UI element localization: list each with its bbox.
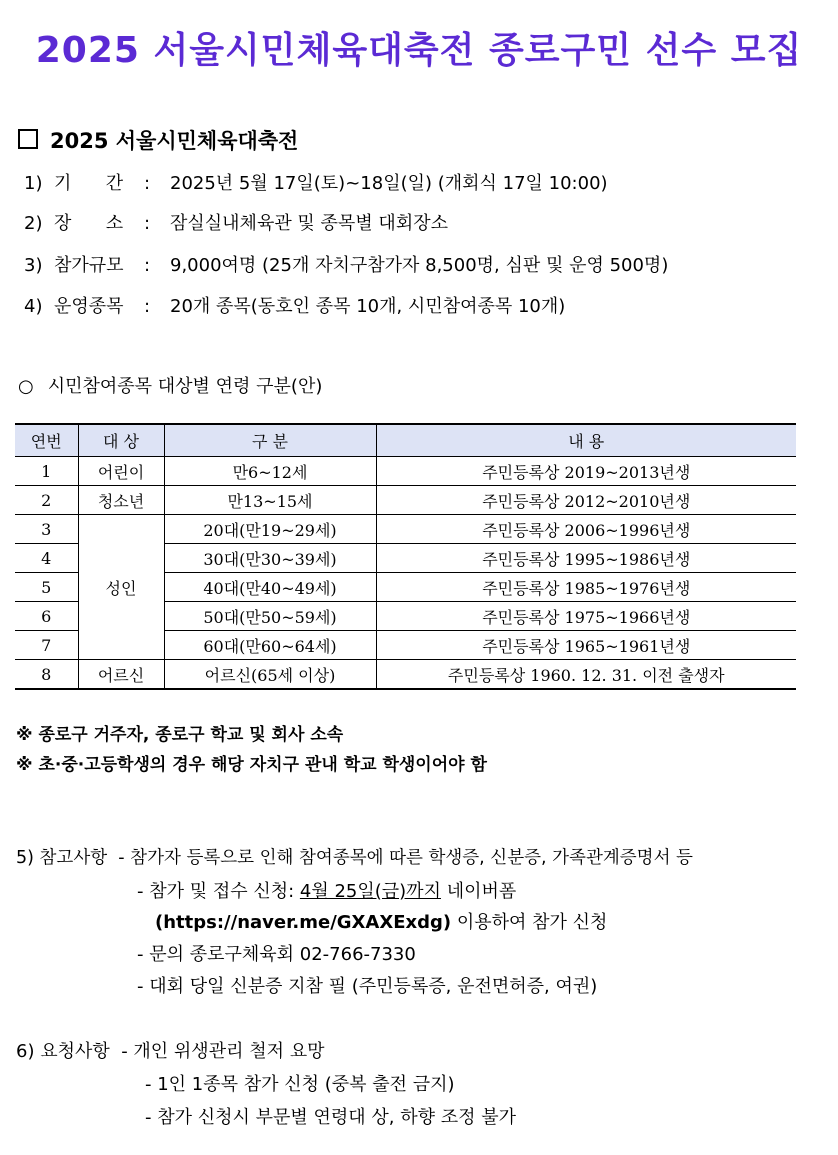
deadline-text: 4월 25일(금)까지	[299, 881, 441, 902]
reference-line-1: 5) 참고사항 - 참가자 등록으로 인해 참여종목에 따른 학생증, 신분증, 가족관계증명서 등	[16, 848, 693, 868]
table-row: 6 50대(만50~59세) 주민등록상 1975~1966년생	[15, 602, 796, 631]
reference-line-4: - 문의 종로구체육회 02-766-7330	[137, 944, 416, 965]
page-title: 2025 서울시민체육대축전 종로구민 선수 모집	[35, 30, 803, 71]
table-row: 5 40대(만40~49세) 주민등록상 1985~1976년생	[15, 573, 796, 602]
note-students: ※ 초·중·고등학생의 경우 해당 자치구 관내 학교 학생이어야 함	[16, 755, 487, 775]
adult-target-cell: 성인	[78, 515, 164, 660]
table-row: 3 성인 20대(만19~29세) 주민등록상 2006~1996년생	[15, 515, 796, 544]
table-row: 2 청소년 만13~15세 주민등록상 2012~2010년생	[15, 486, 796, 515]
note-residency: ※ 종로구 거주자, 종로구 학교 및 회사 소속	[16, 725, 344, 745]
table-row: 7 60대(만60~64세) 주민등록상 1965~1961년생	[15, 631, 796, 660]
reference-line-2: - 참가 및 접수 신청: 4월 25일(금)까지 네이버폼	[137, 881, 517, 902]
table-row: 8 어르신 어르신(65세 이상) 주민등록상 1960. 12. 31. 이전 출생자	[15, 660, 796, 690]
info-scale: 3) 참가규모 : 9,000여명 (25개 자치구참가자 8,500명, 심판 및 운영 500명)	[24, 255, 669, 276]
age-table	[15, 423, 796, 690]
section-heading	[18, 125, 298, 155]
request-line-2: - 1인 1종목 참가 신청 (중복 출전 금지)	[145, 1074, 455, 1095]
info-period: 1) 기 간 : 2025년 5월 17일(토)~18일(일) (개회식 17일 10:00)	[24, 173, 608, 194]
header-content: 내 용	[376, 424, 796, 457]
form-url[interactable]: (https://naver.me/GXAXExdg)	[155, 912, 452, 933]
header-division: 구 분	[164, 424, 376, 457]
info-venue: 2) 장 소 : 잠실실내체육관 및 종목별 대회장소	[24, 213, 448, 234]
info-events: 4) 운영종목 : 20개 종목(동호인 종목 10개, 시민참여종목 10개)	[24, 296, 566, 317]
table-header-row	[15, 424, 796, 457]
header-no: 연번	[15, 424, 78, 457]
checkbox-square-icon	[18, 129, 38, 149]
section-heading-text: 2025 서울시민체육대축전	[50, 129, 299, 153]
reference-line-3: (https://naver.me/GXAXExdg) 이용하여 참가 신청	[155, 912, 608, 933]
header-target: 대 상	[78, 424, 164, 457]
table-row: 4 30대(만30~39세) 주민등록상 1995~1986년생	[15, 544, 796, 573]
reference-line-5: - 대회 당일 신분증 지참 필 (주민등록증, 운전면허증, 여권)	[137, 976, 598, 997]
request-line-1: 6) 요청사항 - 개인 위생관리 철저 요망	[16, 1041, 325, 1062]
circle-bullet-icon: ○	[18, 376, 34, 397]
request-line-3: - 참가 신청시 부문별 연령대 상, 하향 조정 불가	[145, 1107, 516, 1128]
subsection-heading: ○ 시민참여종목 대상별 연령 구분(안)	[18, 376, 323, 397]
table-row: 1 어린이 만6~12세 주민등록상 2019~2013년생	[15, 457, 796, 486]
